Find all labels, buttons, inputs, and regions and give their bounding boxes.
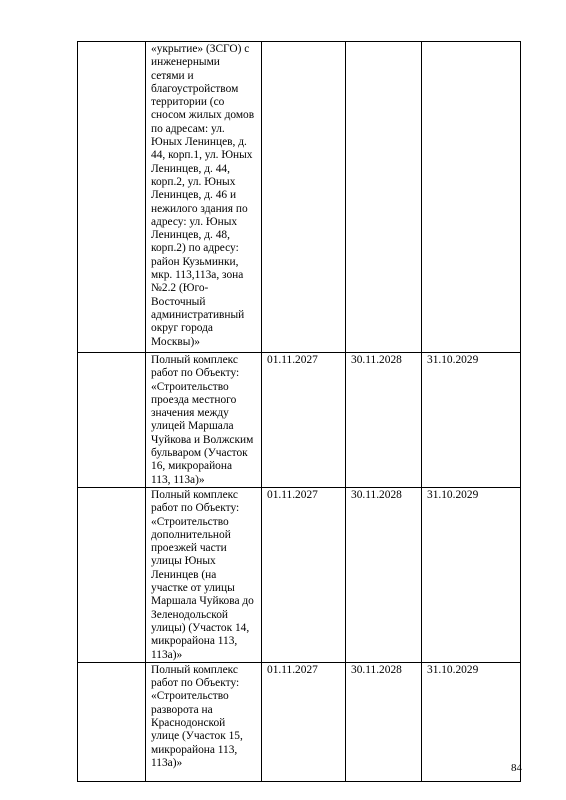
description-line: улицы Юных bbox=[151, 555, 216, 568]
end-date-cell: 31.10.2029 bbox=[422, 662, 521, 781]
table-row bbox=[78, 42, 521, 353]
description-line: по адресам: ул. bbox=[151, 122, 225, 135]
description-line: Ленинцев, д. 46 и bbox=[151, 189, 237, 202]
description-line: округ города bbox=[151, 322, 213, 335]
description-line: 44, корп.1, ул. Юных bbox=[151, 149, 253, 162]
description-line: Москвы)» bbox=[151, 335, 200, 348]
row-number-cell bbox=[78, 487, 146, 662]
middle-date-cell: 30.11.2028 bbox=[346, 662, 422, 781]
description-line: сетями и bbox=[151, 69, 194, 82]
description-line: мкр. 113,113а, зона bbox=[151, 269, 244, 282]
description-line: благоустройством bbox=[151, 82, 239, 95]
description-line: «Строительство bbox=[151, 515, 229, 528]
description-line: нежилого здания по bbox=[151, 202, 248, 215]
table-row bbox=[78, 662, 521, 781]
start-date-cell bbox=[262, 42, 346, 353]
description-line: микрорайона 113, bbox=[151, 743, 238, 756]
description-line: территории (со bbox=[151, 96, 225, 109]
description-line: 113а)» bbox=[151, 648, 183, 661]
description-line: улице (Участок 15, bbox=[151, 730, 243, 743]
description-line: инженерными bbox=[151, 56, 220, 69]
description-line: Полный комплекс bbox=[151, 354, 238, 366]
description-line: район Кузьминки, bbox=[151, 255, 239, 268]
end-date-cell bbox=[422, 42, 521, 353]
description-line: Ленинцев, д. 44, bbox=[151, 162, 230, 175]
start-date-cell: 01.11.2027 bbox=[262, 662, 346, 781]
description-line: административный bbox=[151, 308, 245, 321]
description-line: 16, микрорайона bbox=[151, 460, 233, 473]
page-number: 84 bbox=[511, 762, 522, 774]
description-line: улицей Маршала bbox=[151, 420, 234, 433]
description-line: проезда местного bbox=[151, 393, 237, 406]
end-date-cell: 31.10.2029 bbox=[422, 353, 521, 488]
description-line: адресу: ул. Юных bbox=[151, 215, 238, 228]
description-line: работ по Объекту: bbox=[151, 502, 240, 515]
description-line: улицы) (Участок 14, bbox=[151, 621, 250, 634]
middle-date-cell bbox=[346, 42, 422, 353]
description-line: сносом жилых домов bbox=[151, 109, 255, 122]
end-date-cell: 31.10.2029 bbox=[422, 487, 521, 662]
description-line: Маршала Чуйкова до bbox=[151, 595, 254, 608]
description-line: проезжей части bbox=[151, 542, 227, 555]
description-line: разворота на bbox=[151, 703, 213, 716]
description-line: 113, 113а)» bbox=[151, 473, 205, 486]
works-schedule-table bbox=[77, 41, 521, 782]
table-body bbox=[78, 42, 521, 782]
middle-date-cell: 30.11.2028 bbox=[346, 487, 422, 662]
description-line: бульваром (Участок bbox=[151, 447, 248, 460]
work-description-cell bbox=[146, 487, 262, 662]
description-line: работ по Объекту: bbox=[151, 367, 240, 380]
description-line: Зеленодольской bbox=[151, 608, 228, 621]
description-line: «укрытие» (ЗСГО) с bbox=[151, 43, 250, 55]
description-line: корп.2) по адресу: bbox=[151, 242, 239, 255]
description-line: Полный комплекс bbox=[151, 488, 238, 501]
description-line: дополнительной bbox=[151, 528, 231, 541]
description-line: «Строительство bbox=[151, 380, 229, 393]
start-date-cell: 01.11.2027 bbox=[262, 353, 346, 488]
description-line: микрорайона 113, bbox=[151, 635, 238, 648]
description-line: Юных Ленинцев, д. bbox=[151, 136, 247, 149]
description-line: №2.2 (Юго- bbox=[151, 282, 209, 295]
description-line: Ленинцев (на bbox=[151, 568, 217, 581]
description-line: значения между bbox=[151, 407, 229, 420]
table-row bbox=[78, 353, 521, 488]
description-line: работ по Объекту: bbox=[151, 677, 240, 690]
middle-date-cell: 30.11.2028 bbox=[346, 353, 422, 488]
row-number-cell bbox=[78, 42, 146, 353]
row-number-cell bbox=[78, 353, 146, 488]
work-description-cell bbox=[146, 42, 262, 353]
row-number-cell bbox=[78, 662, 146, 781]
description-line: 113а)» bbox=[151, 756, 183, 769]
description-line: Полный комплекс bbox=[151, 663, 238, 676]
description-line: Ленинцев, д. 48, bbox=[151, 229, 230, 242]
description-line: корп.2, ул. Юных bbox=[151, 175, 236, 188]
start-date-cell: 01.11.2027 bbox=[262, 487, 346, 662]
work-description-cell bbox=[146, 353, 262, 488]
description-line: «Строительство bbox=[151, 690, 229, 703]
description-line: Восточный bbox=[151, 295, 206, 308]
description-line: Краснодонской bbox=[151, 717, 226, 730]
description-line: участке от улицы bbox=[151, 582, 235, 595]
description-line: Чуйкова и Волжским bbox=[151, 433, 254, 446]
table-row bbox=[78, 487, 521, 662]
work-description-cell bbox=[146, 662, 262, 781]
